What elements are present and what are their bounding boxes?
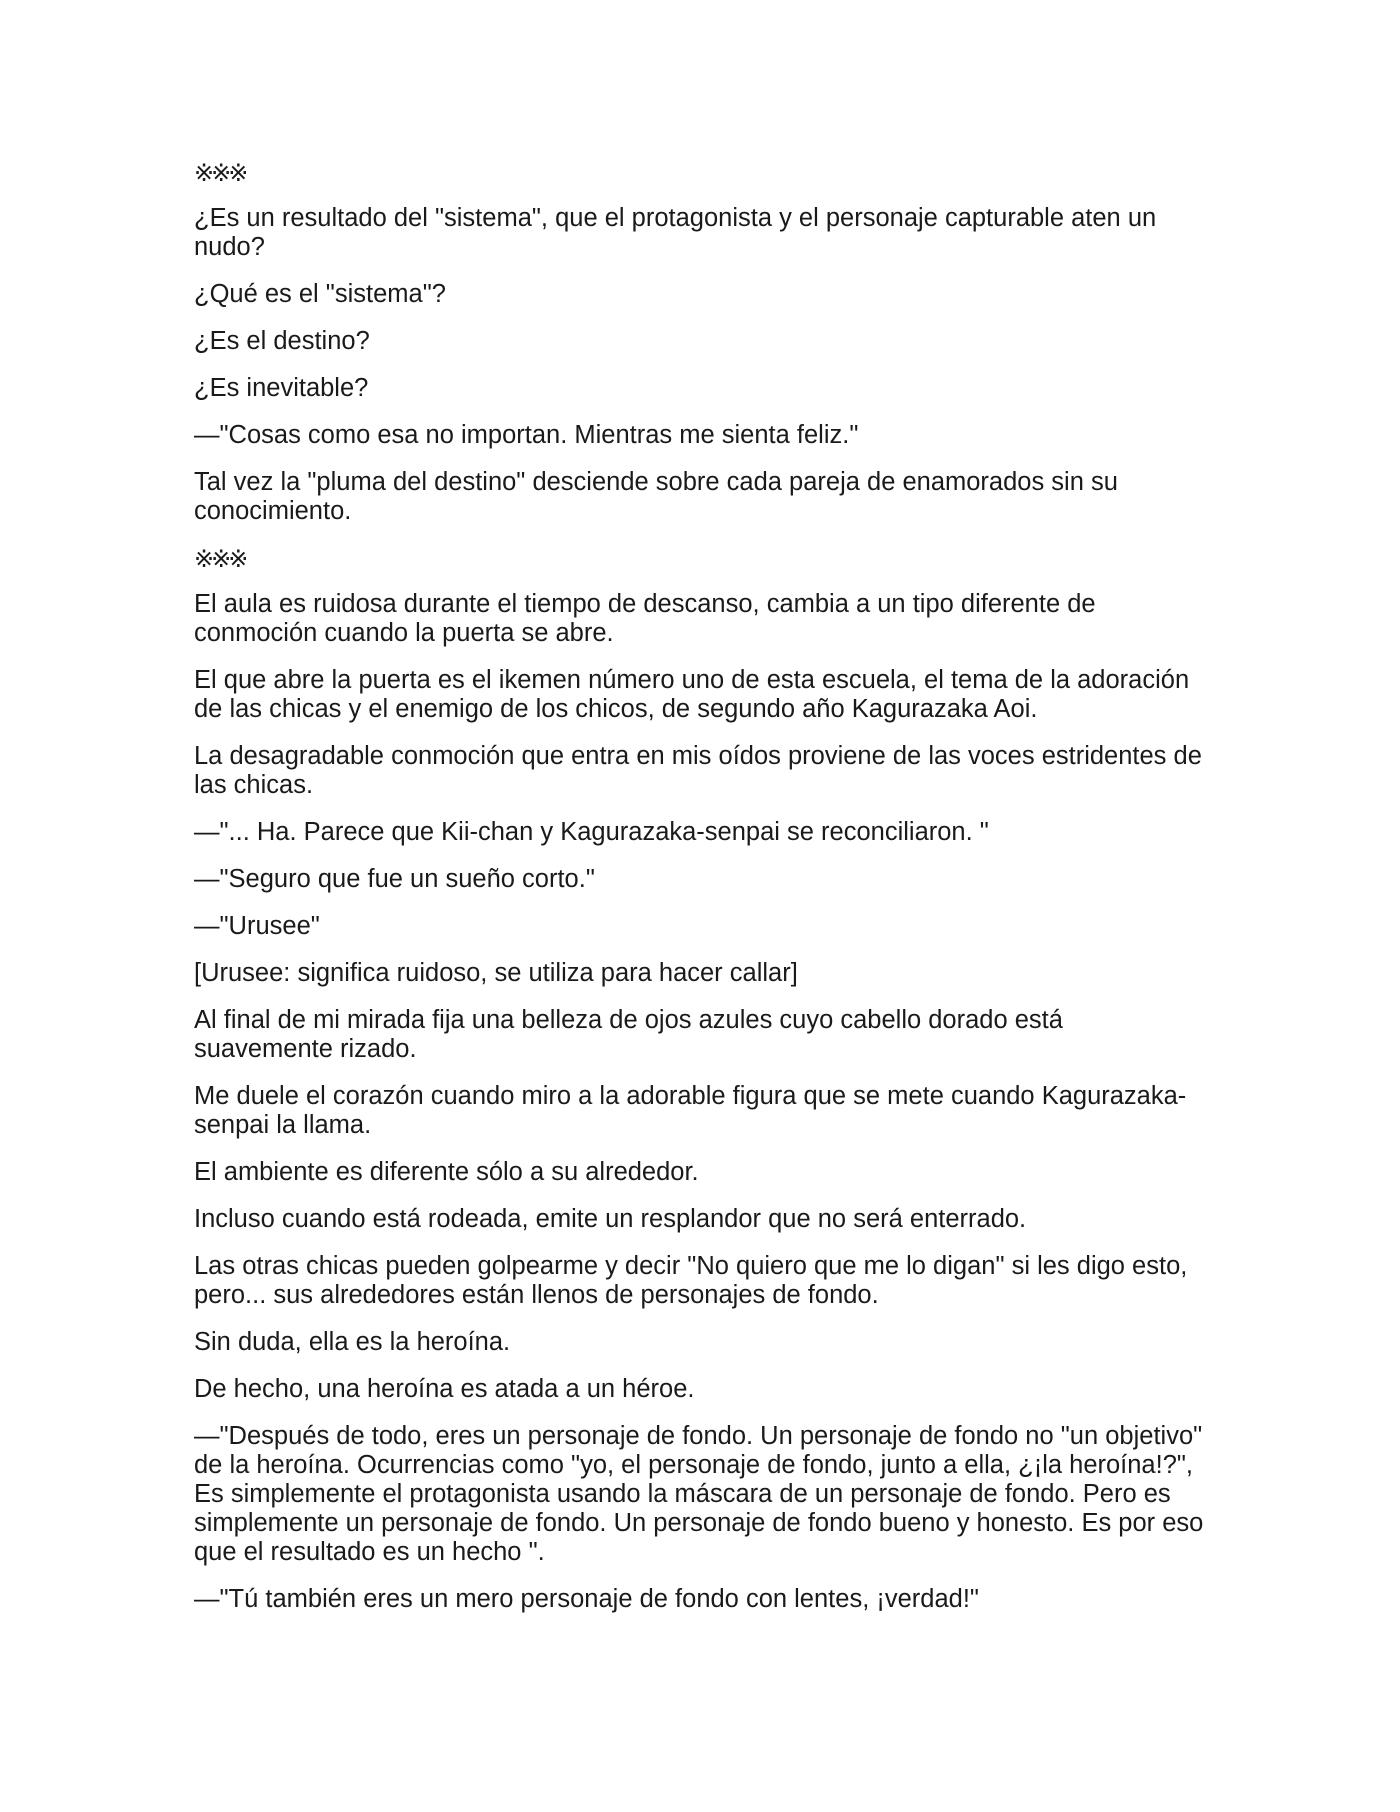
paragraph: ¿Qué es el "sistema"?	[194, 280, 446, 308]
paragraph: Me duele el corazón cuando miro a la adorable figura que se mete cuando Kagurazaka-senpai la llama.	[194, 1082, 1187, 1139]
paragraph: ¿Es el destino?	[194, 327, 370, 355]
paragraph: La desagradable conmoción que entra en mis oídos proviene de las voces estridentes de las chicas.	[194, 742, 1202, 799]
paragraph: Sin duda, ella es la heroína.	[194, 1328, 511, 1356]
dialogue-line: —"Después de todo, eres un personaje de fondo. Un personaje de fondo no "un objetivo" de la heroína. Ocurrencias como "yo, el personaje de fondo, junto a ella, ¿¡la heroína!?", Es simplemente el protagonista usando la máscara de un personaje de fondo. Pero es simplemente un personaje de fondo. Un personaje de fondo bueno y honesto. Es por eso que el resultado es un hecho ".	[194, 1422, 1204, 1566]
dialogue-line: —"Urusee"	[194, 912, 320, 940]
dialogue-line: —"Tú también eres un mero personaje de fondo con lentes, ¡verdad!"	[194, 1585, 979, 1613]
scene-divider: ※※※	[194, 159, 246, 187]
paragraph: De hecho, una heroína es atada a un héroe.	[194, 1375, 695, 1403]
document-body	[194, 158, 1206, 1632]
paragraph: Al final de mi mirada fija una belleza de ojos azules cuyo cabello dorado está suavemente rizado.	[194, 1006, 1063, 1063]
translator-note: [Urusee: significa ruidoso, se utiliza para hacer callar]	[194, 959, 798, 987]
paragraph: El aula es ruidosa durante el tiempo de descanso, cambia a un tipo diferente de conmoción cuando la puerta se abre.	[194, 590, 1096, 647]
paragraph: El que abre la puerta es el ikemen número uno de esta escuela, el tema de la adoración de las chicas y el enemigo de los chicos, de segundo año Kagurazaka Aoi.	[194, 666, 1190, 723]
dialogue-line: —"... Ha. Parece que Kii-chan y Kagurazaka-senpai se reconciliaron. "	[194, 818, 989, 846]
paragraph: Las otras chicas pueden golpearme y decir "No quiero que me lo digan" si les digo esto, pero... sus alrededores están llenos de personajes de fondo.	[194, 1252, 1188, 1309]
paragraph: ¿Es inevitable?	[194, 374, 369, 402]
dialogue-line: —"Cosas como esa no importan. Mientras me sienta feliz."	[194, 421, 859, 449]
paragraph: Incluso cuando está rodeada, emite un resplandor que no será enterrado.	[194, 1205, 1027, 1233]
paragraph: El ambiente es diferente sólo a su alrededor.	[194, 1158, 699, 1186]
paragraph: ¿Es un resultado del "sistema", que el protagonista y el personaje capturable aten un nudo?	[194, 204, 1157, 261]
dialogue-line: —"Seguro que fue un sueño corto."	[194, 865, 595, 893]
scene-divider: ※※※	[194, 545, 246, 573]
paragraph: Tal vez la "pluma del destino" desciende sobre cada pareja de enamorados sin su conocimiento.	[194, 468, 1118, 525]
